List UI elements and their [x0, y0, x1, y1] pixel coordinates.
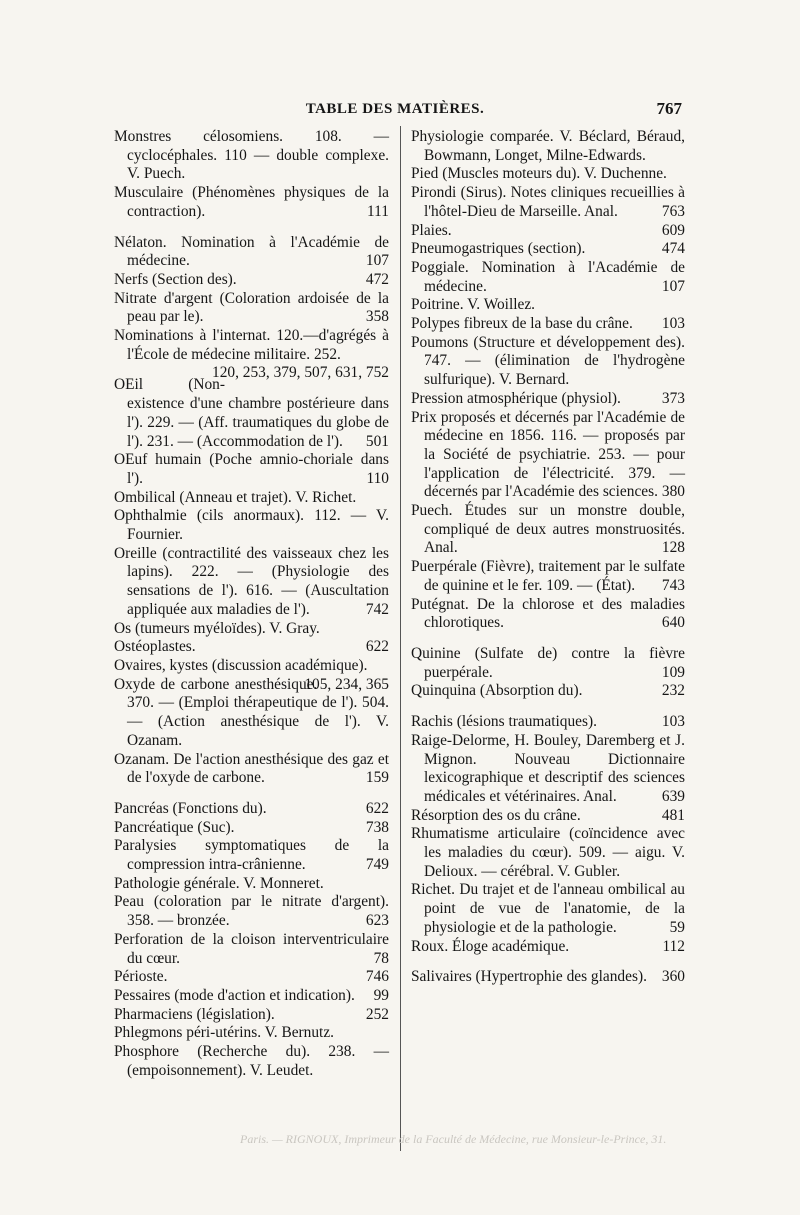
- index-entry: Prix proposés et décernés par l'Académie de médecine en 1856. 116. — proposés par la Société de psychiatrie. 253. — pour l'application de l'électricité. 379. — décernés par l'Académie des sciences. 380: [411, 408, 685, 501]
- index-entry: Pression atmosphérique (physiol). 373: [411, 389, 685, 407]
- index-entry: Pied (Muscles moteurs du). V. Duchenne.: [411, 165, 667, 183]
- index-entry: Pancréatique (Suc). 738: [114, 818, 389, 836]
- index-entry: Périoste. 746: [114, 968, 389, 986]
- index-entry: Poggiale. Nomination à l'Académie de médecine. 107: [411, 258, 685, 295]
- page-ref: 109: [661, 663, 685, 681]
- page-ref: 107: [365, 252, 389, 270]
- index-entry: Os (tumeurs myéloïdes). V. Gray.: [114, 619, 320, 637]
- index-entry: Phlegmons péri-utérins. V. Bernutz.: [114, 1024, 335, 1042]
- index-entry: Polypes fibreux de la base du crâne. 103: [411, 315, 685, 333]
- page-ref: 78: [373, 949, 389, 967]
- index-entry: Plaies. 609: [411, 221, 685, 239]
- page-ref: 128: [661, 539, 685, 557]
- page-ref: 120, 253, 379, 507, 631, 752: [212, 364, 389, 382]
- page-number: 767: [656, 99, 682, 118]
- page-ref: 59: [669, 918, 685, 936]
- page-ref: 110: [366, 469, 389, 487]
- page-ref: 609: [661, 221, 685, 239]
- index-entry: Pessaires (mode d'action et indication). 99: [114, 986, 389, 1004]
- index-entry: Ozanam. De l'action anesthésique des gaz et de l'oxyde de carbone. 159: [114, 750, 389, 787]
- index-entry: Pirondi (Sirus). Notes cliniques recueillies à l'hôtel-Dieu de Marseille. Anal. 763: [411, 184, 685, 220]
- index-entry: Paralysies symptomatiques de la compression intra-crânienne. 749: [114, 837, 389, 874]
- page-ref: 159: [365, 769, 389, 787]
- index-entry: Oxyde de carbone anesthésique. 370. — (Emploi thérapeutique de l'). 504. — (Action anesthésique de l'). V. Ozanam.: [114, 675, 389, 749]
- index-entry: Poumons (Structure et développement des). 747. — (élimination de l'hydrogène sulfurique). V. Bernard.: [411, 333, 685, 389]
- index-entry: Nélaton. Nomination à l'Académie de médecine. 107: [114, 233, 389, 270]
- page-ref: 358: [365, 308, 389, 326]
- index-entry: Nominations à l'internat. 120.—d'agrégés à l'École de médecine militaire. 252. 120, 253, 379, 507, 631, 752: [114, 327, 389, 382]
- index-entry: Ostéoplastes. 622: [114, 638, 389, 656]
- index-entry: Ophthalmie (cils anormaux). 112. — V. Fournier.: [114, 507, 389, 544]
- index-entry: Oreille (contractilité des vaisseaux chez les lapins). 222. — (Physiologie des sensations de l'). 616. — (Auscultation appliquée aux maladies de l'). 742: [114, 544, 389, 618]
- index-entry: Pharmaciens (législation). 252: [114, 1005, 389, 1023]
- index-entry: Salivaires (Hypertrophie des glandes). 360: [411, 968, 685, 986]
- page-ref: 232: [661, 682, 685, 700]
- page-ref: 622: [365, 799, 389, 817]
- column-divider: [400, 126, 401, 1151]
- index-entry: Nitrate d'argent (Coloration ardoisée de la peau par le). 358: [114, 289, 389, 326]
- index-entry: Poitrine. V. Woillez.: [411, 296, 536, 314]
- index-entry: Putégnat. De la chlorose et des maladies chlorotiques. 640: [411, 595, 685, 632]
- index-entry: Rhumatisme articulaire (coïncidence avec les maladies du cœur). 509. — aigu. V. Delioux. — cérébral. V. Gubler.: [411, 825, 685, 880]
- index-entry: Pneumogastriques (section). 474: [411, 240, 685, 258]
- page-ref: 360: [661, 968, 685, 986]
- page-ref: 111: [367, 202, 389, 220]
- index-entry: Puech. Études sur un monstre double, compliqué de deux autres monstruosités. Anal. 128: [411, 502, 685, 557]
- index-entry: Physiologie comparée. V. Béclard, Béraud, Bowmann, Longet, Milne-Edwards.: [411, 128, 685, 164]
- index-entry: Musculaire (Phénomènes physiques de la contraction). 111: [114, 184, 389, 220]
- page-ref: 252: [365, 1005, 389, 1023]
- show-through-printer-imprint: Paris. — RIGNOUX, Imprimeur de la Faculté de Médecine, rue Monsieur-le-Prince, 31.: [240, 1132, 667, 1146]
- page-ref: 472: [365, 270, 389, 288]
- index-column-left: [114, 128, 389, 1080]
- index-entry: Raige-Delorme, H. Bouley, Daremberg et J. Mignon. Nouveau Dictionnaire lexicographique et descriptif des sciences médicales et vétérinaires. Anal. 639: [411, 731, 685, 805]
- index-entry: Ovaires, kystes (discussion académique). 105, 234, 365: [114, 656, 389, 693]
- index-entry: Phosphore (Recherche du). 238. — (empoisonnement). V. Leudet.: [114, 1043, 389, 1079]
- page-ref: 622: [365, 638, 389, 656]
- index-entry: Quinine (Sulfate de) contre la fièvre puerpérale. 109: [411, 644, 685, 681]
- page-ref: 107: [661, 277, 685, 295]
- index-entry: Résorption des os du crâne. 481: [411, 806, 685, 824]
- page-ref: 103: [661, 713, 685, 731]
- index-entry: Rachis (lésions traumatiques). 103: [411, 713, 685, 731]
- page-ref: 749: [365, 856, 389, 874]
- page-ref: 640: [661, 614, 685, 632]
- index-entry: Monstres célosomiens. 108. — cyclocéphales. 110 — double complexe. V. Puech.: [114, 128, 389, 183]
- index-entry: Peau (coloration par le nitrate d'argent). 358. — bronzée. 623: [114, 893, 389, 930]
- page-ref: 623: [365, 912, 389, 930]
- page-ref: 639: [661, 787, 685, 805]
- page-ref: 481: [661, 806, 685, 824]
- index-entry: Perforation de la cloison interventriculaire du cœur. 78: [114, 930, 389, 967]
- page-ref: 373: [661, 389, 685, 407]
- index-entry: Roux. Éloge académique. 112: [411, 937, 685, 955]
- page-ref: 763: [661, 202, 685, 220]
- page-ref: 746: [365, 968, 389, 986]
- page-ref: 112: [662, 937, 685, 955]
- index-entry: Puerpérale (Fièvre), traitement par le sulfate de quinine et le fer. 109. — (État). 743: [411, 558, 685, 594]
- index-entry: Ombilical (Anneau et trajet). V. Richet.: [114, 488, 357, 506]
- page-ref: 501: [365, 432, 389, 450]
- index-entry: OEuf humain (Poche amnio-choriale dans l'). 110: [114, 451, 389, 487]
- page-ref: 738: [365, 818, 389, 836]
- running-header-title: TABLE DES MATIÈRES.: [305, 101, 485, 117]
- page-ref: 380: [661, 483, 685, 501]
- page-ref: 743: [661, 576, 685, 594]
- page-ref: 99: [373, 986, 389, 1004]
- index-entry: Nerfs (Section des). 472: [114, 270, 389, 288]
- page-ref: 742: [365, 600, 389, 618]
- index-entry: Quinquina (Absorption du). 232: [411, 682, 685, 700]
- page-ref: 474: [661, 240, 685, 258]
- index-entry: Pancréas (Fonctions du). 622: [114, 799, 389, 817]
- index-entry: Pathologie générale. V. Monneret.: [114, 874, 324, 892]
- page-ref: 105, 234, 365: [304, 675, 389, 693]
- page-ref: 103: [661, 315, 685, 333]
- index-entry: OEil (Non-existence d'une chambre postérieure dans l'). 229. — (Aff. traumatiques du globe de l'). 231. — (Accommodation de l'). 501: [114, 376, 389, 450]
- index-column-right: [411, 128, 685, 987]
- index-entry: Richet. Du trajet et de l'anneau ombilical au point de vue de l'anatomie, de la physiologie et de la pathologie. 59: [411, 881, 685, 936]
